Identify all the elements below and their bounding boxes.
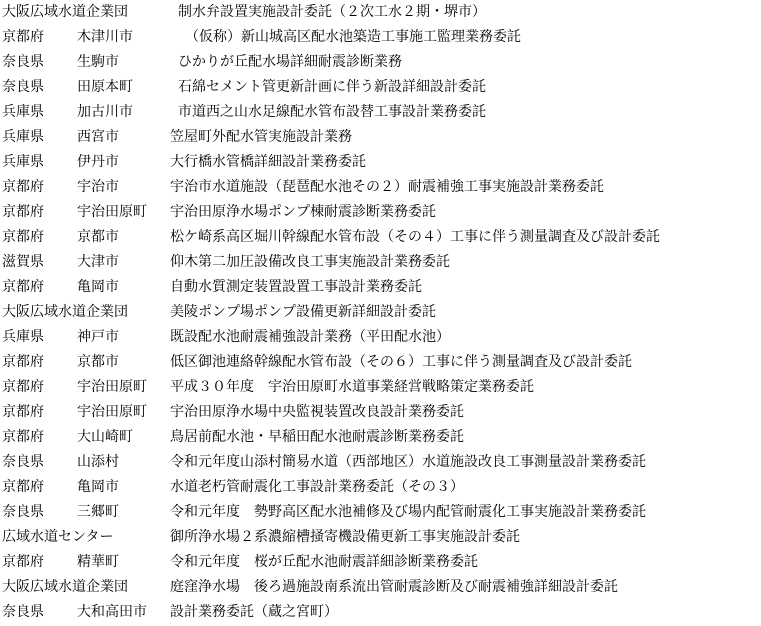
record-row [0,575,761,600]
record-row [0,300,761,325]
record-city: 宇治田原町 [77,379,147,395]
record-project-title: 令和元年度 勢野高区配水池補修及び場内配管耐震化工事実施設計業務委託 [170,504,646,520]
record-prefecture: 奈良県 [2,54,44,70]
record-prefecture: 京都府 [2,554,44,570]
record-prefecture: 京都府 [2,29,44,45]
record-prefecture: 奈良県 [2,454,44,470]
record-prefecture: 京都府 [2,429,44,445]
record-row [0,425,761,450]
record-row [0,75,761,100]
record-project-title: 松ケ崎系高区堀川幹線配水管布設（その４）工事に伴う測量調査及び設計委託 [170,229,660,245]
record-prefecture: 奈良県 [2,504,44,520]
record-prefecture: 兵庫県 [2,129,44,145]
record-prefecture: 大阪広域水道企業団 [2,579,128,595]
record-prefecture: 兵庫県 [2,329,44,345]
record-city: 田原本町 [77,79,133,95]
record-prefecture: 京都府 [2,279,44,295]
record-city: 亀岡市 [77,279,119,295]
record-project-title: 美陵ポンプ場ポンプ設備更新詳細設計委託 [170,304,436,320]
record-project-title: 自動水質測定装置設置工事設計業務委託 [170,279,422,295]
record-row [0,50,761,75]
record-project-title: 既設配水池耐震補強設計業務（平田配水池） [170,329,450,345]
record-row [0,525,761,550]
record-city: 伊丹市 [77,154,119,170]
record-project-title: 大行橋水管橋詳細設計業務委託 [170,154,366,170]
record-prefecture: 奈良県 [2,79,44,95]
record-row [0,500,761,525]
record-project-title: 宇治市水道施設（琵琶配水池その２）耐震補強工事実施設計業務委託 [170,179,604,195]
record-project-title: 平成３０年度 宇治田原町水道事業経営戦略策定業務委託 [170,379,534,395]
record-prefecture: 兵庫県 [2,154,44,170]
record-row [0,100,761,125]
record-project-title: ひかりが丘配水場詳細耐震診断業務 [178,54,402,70]
record-city: 西宮市 [77,129,119,145]
record-row [0,375,761,400]
record-project-title: 低区御池連絡幹線配水管布設（その６）工事に伴う測量調査及び設計委託 [170,354,632,370]
record-row [0,550,761,575]
record-city: 宇治田原町 [77,204,147,220]
record-prefecture: 京都府 [2,204,44,220]
record-prefecture: 京都府 [2,404,44,420]
record-city: 宇治市 [77,179,119,195]
record-project-title: 設計業務委託（蔵之宮町） [170,604,338,620]
record-city: 三郷町 [77,504,119,520]
record-project-title: 令和元年度 桜が丘配水池耐震詳細診断業務委託 [170,554,478,570]
record-city: 宇治田原町 [77,404,147,420]
record-prefecture: 奈良県 [2,604,44,620]
record-city: 加古川市 [77,104,133,120]
record-row [0,275,761,300]
record-city: 亀岡市 [77,479,119,495]
record-row [0,200,761,225]
record-project-title: 令和元年度山添村簡易水道（西部地区）水道施設改良工事測量設計業務委託 [170,454,646,470]
record-city: 山添村 [77,454,119,470]
record-prefecture: 京都府 [2,229,44,245]
record-city: 神戸市 [77,329,119,345]
record-row [0,0,761,25]
record-row [0,350,761,375]
record-prefecture: 兵庫県 [2,104,44,120]
record-row [0,150,761,175]
record-city: 京都市 [77,229,119,245]
record-prefecture: 大阪広域水道企業団 [2,304,128,320]
record-project-title: 鳥居前配水池・早稲田配水池耐震診断業務委託 [170,429,464,445]
record-project-title: 制水弁設置実施設計委託（２次工水２期・堺市） [178,4,486,20]
record-project-title: （仮称）新山城高区配水池築造工事施工監理業務委託 [185,29,521,45]
record-project-title: 宇治田原浄水場ポンプ棟耐震診断業務委託 [170,204,436,220]
record-city: 大山崎町 [77,429,133,445]
record-project-title: 笠屋町外配水管実施設計業務 [170,129,352,145]
record-project-title: 石綿セメント管更新計画に伴う新設詳細設計委託 [178,79,486,95]
record-project-title: 宇治田原浄水場中央監視装置改良設計業務委託 [170,404,464,420]
record-prefecture: 京都府 [2,179,44,195]
record-project-title: 庭窪浄水場 後ろ過施設南系流出管耐震診断及び耐震補強詳細設計委託 [170,579,618,595]
record-city: 京都市 [77,354,119,370]
record-row [0,325,761,350]
record-prefecture: 京都府 [2,379,44,395]
record-prefecture: 京都府 [2,354,44,370]
record-row [0,600,761,625]
record-project-title: 水道老朽管耐震化工事設計業務委託（その３） [170,479,464,495]
record-city: 大和高田市 [77,604,147,620]
record-project-title: 市道西之山水足線配水管布設替工事設計業務委託 [178,104,486,120]
record-project-title: 御所浄水場２系濃縮槽掻寄機設備更新工事実施設計委託 [170,529,520,545]
record-row [0,25,761,50]
record-row [0,475,761,500]
record-city: 精華町 [77,554,119,570]
record-prefecture: 大阪広域水道企業団 [2,4,128,20]
record-prefecture: 京都府 [2,479,44,495]
record-row [0,450,761,475]
record-city: 生駒市 [77,54,119,70]
record-row [0,400,761,425]
record-row [0,125,761,150]
record-prefecture: 広域水道センター [2,529,114,545]
record-project-title: 仰木第二加圧設備改良工事実施設計業務委託 [170,254,450,270]
record-row [0,250,761,275]
record-city: 大津市 [77,254,119,270]
record-city: 木津川市 [77,29,133,45]
record-row [0,175,761,200]
record-prefecture: 滋賀県 [2,254,44,270]
record-row [0,225,761,250]
